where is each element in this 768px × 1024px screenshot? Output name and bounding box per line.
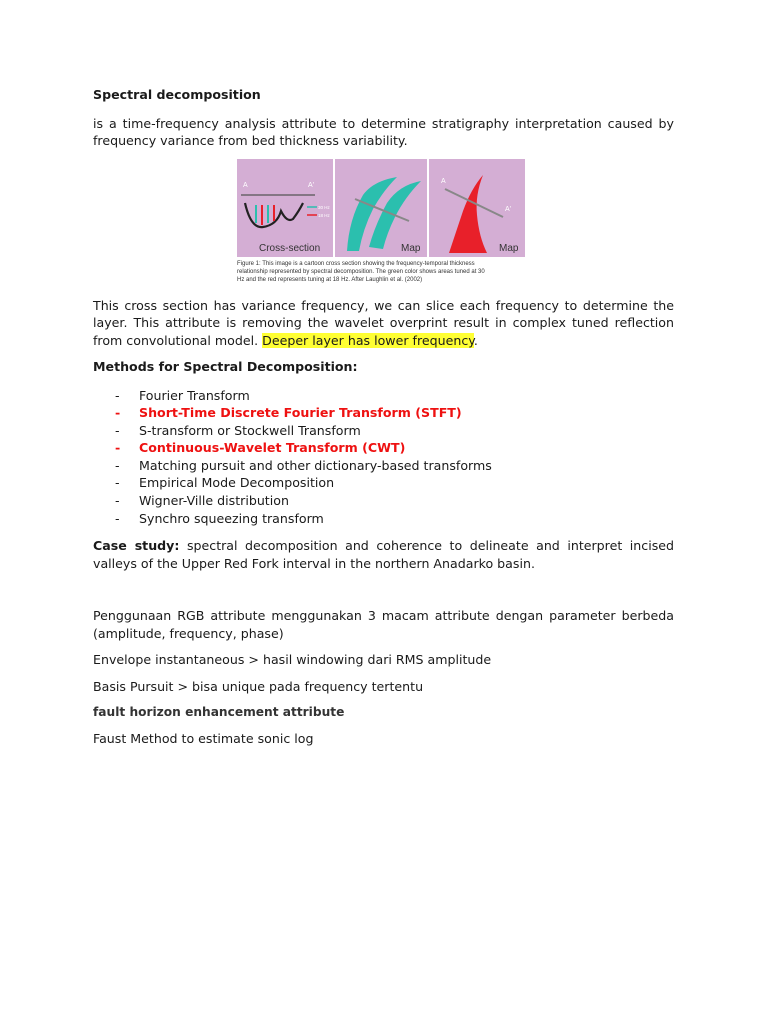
figure-image: [237, 159, 529, 287]
list-item-label: Matching pursuit and other dictionary-based transforms: [139, 457, 492, 473]
green-stripe: [267, 205, 269, 223]
cross-section-paragraph: [93, 297, 674, 350]
list-dash: -: [115, 475, 120, 491]
legend-18-label: 18 Hz: [318, 212, 330, 218]
faust-line: Faust Method to estimate sonic log: [93, 730, 314, 746]
list-item: [93, 439, 674, 457]
panel-2-label: Map: [401, 242, 421, 254]
red-stripe: [261, 205, 263, 225]
blank-line: [93, 581, 674, 607]
rgb-paragraph: Penggunaan RGB attribute menggunakan 3 macam attribute dengan parameter berbeda (amplitude, frequency, phase): [93, 608, 674, 641]
list-item: [93, 474, 674, 492]
list-item: [93, 404, 674, 422]
fault-heading: fault horizon enhancement attribute: [93, 705, 345, 720]
figure-caption-line: Figure 1: This image is a cartoon cross section showing the frequency-temporal thickness: [237, 260, 475, 267]
paragraph-text: This cross section has variance frequency, we can slice each frequency to determine the layer. This attribute is removing the wavelet overprint result in complex tuned reflection from convolutional model.: [93, 297, 674, 348]
paragraph-end: .: [473, 332, 478, 348]
list-dash: -: [115, 387, 120, 403]
list-item: [93, 457, 674, 475]
list-item-label: Continuous-Wavelet Transform (CWT): [139, 440, 406, 456]
panel-3-label: Map: [499, 242, 519, 254]
list-item-label: Fourier Transform: [139, 387, 250, 403]
envelope-line: Envelope instantaneous > hasil windowing dari RMS amplitude: [93, 652, 492, 668]
red-stripe: [273, 205, 275, 221]
figure-caption-line: relationship represented by spectral decomposition. The green color shows areas tuned at 30: [237, 268, 485, 275]
figure-caption-line: Hz and the red represents tuning at 18 Hz. After Laughlin et al. (2002): [237, 276, 423, 283]
list-dash: -: [115, 493, 120, 509]
case-study-text: spectral decomposition and coherence to delineate and interpret incised valleys of the Upper Red Fork interval in the northern Anadarko basin.: [93, 538, 674, 571]
list-item-label: Short-Time Discrete Fourier Transform (STFT): [139, 405, 462, 421]
point-a-prime-label: A': [308, 181, 315, 189]
list-dash: -: [115, 457, 120, 473]
list-dash: -: [115, 405, 121, 421]
case-study-label: Case study:: [93, 538, 180, 554]
list-item-label: Synchro squeezing transform: [139, 510, 324, 526]
list-dash: -: [115, 422, 120, 438]
highlighted-text: Deeper layer has lower frequency: [262, 332, 474, 348]
point-a-label: A: [243, 181, 248, 189]
methods-heading: Methods for Spectral Decomposition:: [93, 359, 358, 374]
list-dash: -: [115, 510, 120, 526]
case-study-paragraph: [93, 537, 674, 572]
point-a-prime-label: A': [505, 205, 512, 213]
legend-30-label: 30 Hz: [318, 204, 330, 210]
list-item-label: S-transform or Stockwell Transform: [139, 422, 361, 438]
intro-paragraph: is a time-frequency analysis attribute to determine stratigraphy interpretation caused by frequency variance from bed thickness variability.: [93, 115, 674, 148]
document-page: [93, 86, 674, 756]
figure: [93, 159, 674, 287]
green-stripe: [255, 205, 257, 223]
list-item: [93, 492, 674, 510]
panel-1-label: Cross-section: [259, 242, 321, 254]
list-item-label: Wigner-Ville distribution: [139, 493, 289, 509]
list-item: [93, 510, 674, 528]
list-dash: -: [115, 440, 121, 456]
methods-list: [93, 387, 674, 528]
point-a-label: A: [441, 177, 446, 185]
list-item-label: Empirical Mode Decomposition: [139, 475, 335, 491]
page-title: Spectral decomposition: [93, 87, 261, 102]
basis-line: Basis Pursuit > bisa unique pada frequency tertentu: [93, 678, 424, 694]
list-item: [93, 387, 674, 405]
list-item: [93, 422, 674, 440]
